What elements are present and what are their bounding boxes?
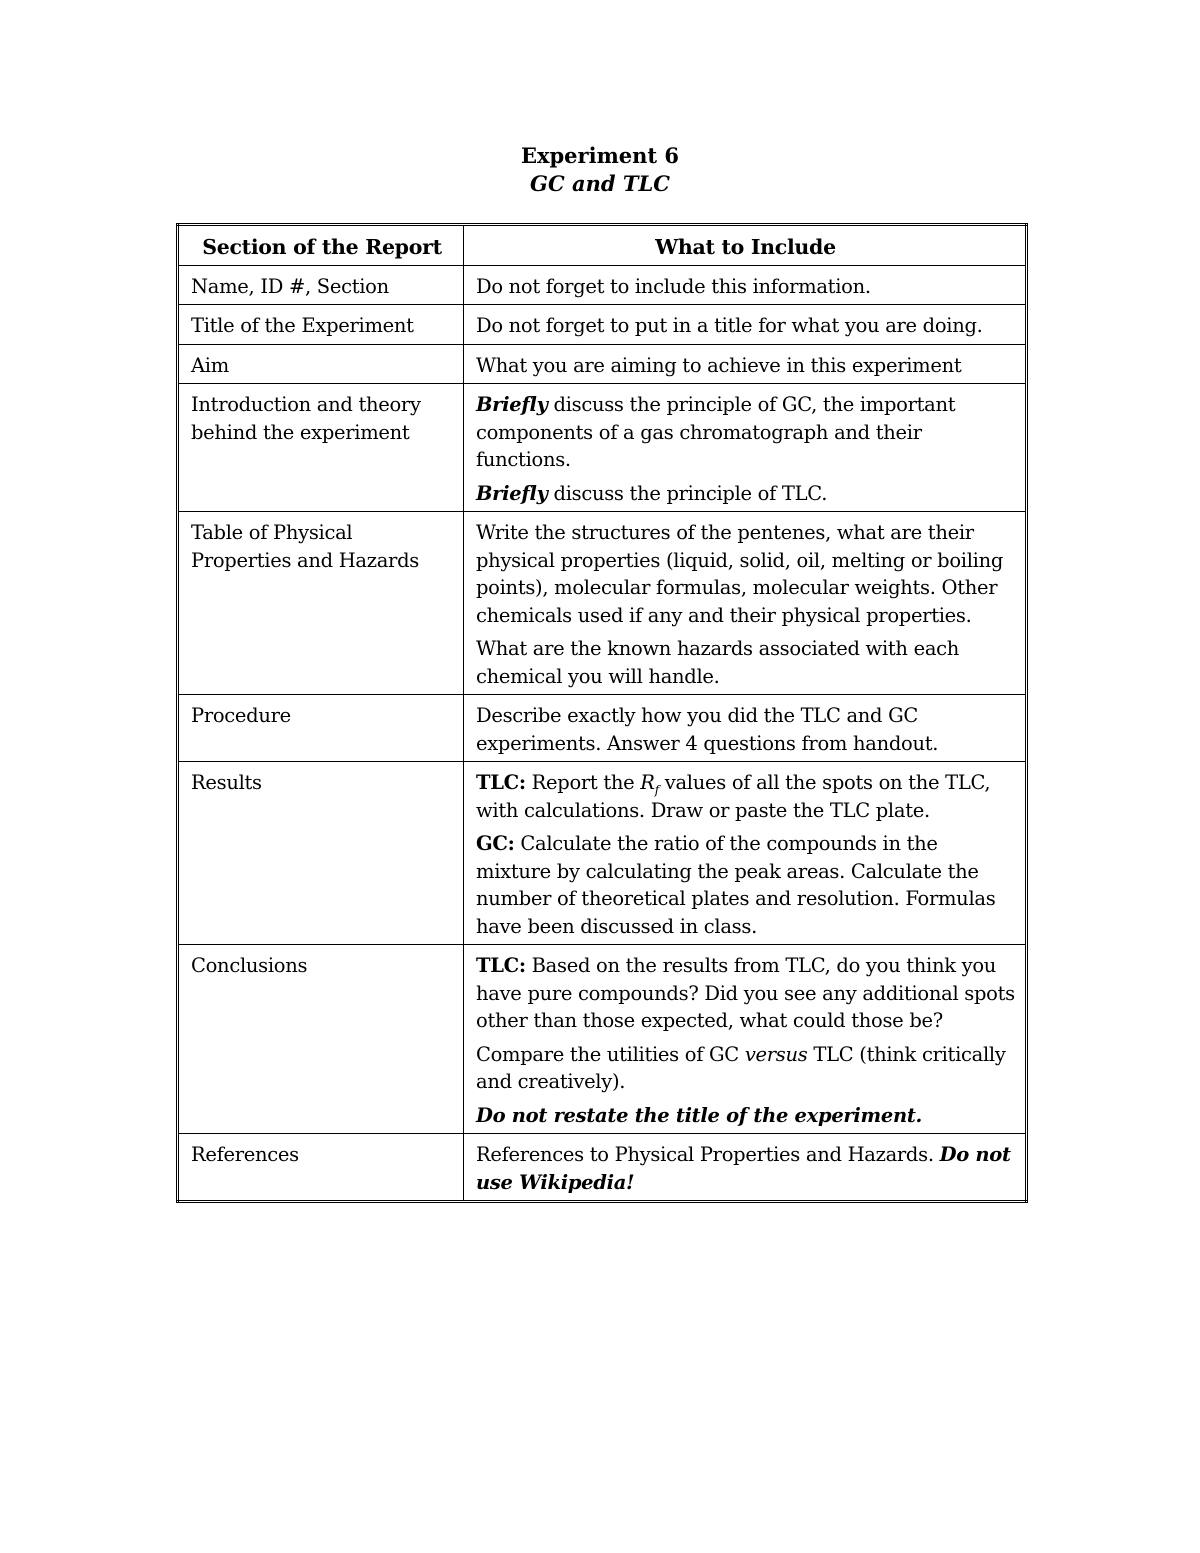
section-cell: Name, ID #, Section [178, 265, 464, 305]
table-row [178, 945, 1027, 1134]
include-text: Based on the results from TLC, do you think you have pure compounds? Did you see any additional spots other than those expected, what could those be? [476, 954, 1015, 1032]
section-cell: Title of the Experiment [178, 305, 464, 345]
include-text: What you are aiming to achieve in this experiment [476, 353, 962, 377]
include-text: Do not forget to include this information. [476, 274, 871, 298]
table-row [178, 265, 1027, 305]
include-cell [464, 512, 1027, 695]
column-header-section: Section of the Report [178, 225, 464, 266]
include-text: values of all the spots on the TLC, with calculations. Draw or paste the TLC plate. [476, 771, 991, 822]
include-paragraph [476, 830, 1015, 940]
include-cell [464, 305, 1027, 345]
include-text: What are the known hazards associated with each chemical you will handle. [476, 637, 960, 688]
include-cell [464, 384, 1027, 512]
table-row [178, 344, 1027, 384]
include-text: TLC (think critically and creatively). [476, 1042, 1006, 1093]
section-cell: Table of Physical Properties and Hazards [178, 512, 464, 695]
include-cell [464, 344, 1027, 384]
section-cell: Introduction and theory behind the experiment [178, 384, 464, 512]
table-row [178, 512, 1027, 695]
include-paragraph [476, 480, 1015, 508]
italic-text: versus [744, 1042, 808, 1066]
include-cell [464, 265, 1027, 305]
include-text: Write the structures of the pentenes, what are their physical properties (liquid, solid, oil, melting or boiling points), molecular formulas, molecular weights. Other chemicals used if any and their physical properties. [476, 521, 1004, 627]
table-row [178, 762, 1027, 945]
emphasis-text: Briefly [476, 393, 548, 416]
warning-text: Do not use Wikipedia! [476, 1143, 1011, 1194]
section-cell: References [178, 1134, 464, 1202]
table-row [178, 384, 1027, 512]
column-header-include: What to Include [464, 225, 1027, 266]
include-cell [464, 1134, 1027, 1202]
section-cell: Aim [178, 344, 464, 384]
include-text: Do not forget to put in a title for what you are doing. [476, 314, 983, 337]
include-text: discuss the principle of TLC. [547, 481, 828, 505]
include-text: Describe exactly how you did the TLC and GC experiments. Answer 4 questions from handout. [476, 704, 939, 755]
table-row [178, 305, 1027, 345]
include-text: Calculate the ratio of the compounds in the mixture by calculating the peak areas. Calculate the number of theoretical plates and resolution. Formulas have been discussed in class. [476, 832, 996, 938]
include-cell [464, 945, 1027, 1134]
emphasis-text: Briefly [476, 481, 548, 505]
include-text: Report the [525, 771, 641, 794]
bold-label: GC: [476, 832, 515, 855]
include-cell [464, 695, 1027, 762]
table-row [178, 695, 1027, 762]
include-text: discuss the principle of GC, the important components of a gas chromatograph and their functions. [476, 393, 956, 471]
include-cell [464, 762, 1027, 945]
rf-subscript: f [654, 782, 659, 797]
include-text: References to Physical Properties and Hazards. [476, 1143, 940, 1166]
report-guidelines-table [176, 223, 1028, 1203]
section-cell: Procedure [178, 695, 464, 762]
section-cell: Results [178, 762, 464, 945]
include-paragraph [476, 769, 1015, 824]
warning-text: Do not restate the title of the experiment. [476, 1103, 923, 1127]
document-header [0, 142, 1200, 198]
experiment-subtitle: GC and TLC [530, 171, 670, 196]
include-paragraph [476, 1141, 1015, 1196]
include-paragraph [476, 1041, 1015, 1096]
experiment-title: Experiment 6 [520, 143, 680, 168]
rf-symbol: R [640, 771, 655, 794]
bold-label: TLC: [476, 954, 526, 977]
include-paragraph [476, 952, 1015, 1035]
table-header-row [178, 225, 1027, 266]
include-text: Compare the utilities of GC [476, 1042, 745, 1066]
bold-label: TLC: [476, 771, 526, 794]
section-cell: Conclusions [178, 945, 464, 1134]
include-paragraph [476, 391, 1015, 474]
table-row [178, 1134, 1027, 1202]
